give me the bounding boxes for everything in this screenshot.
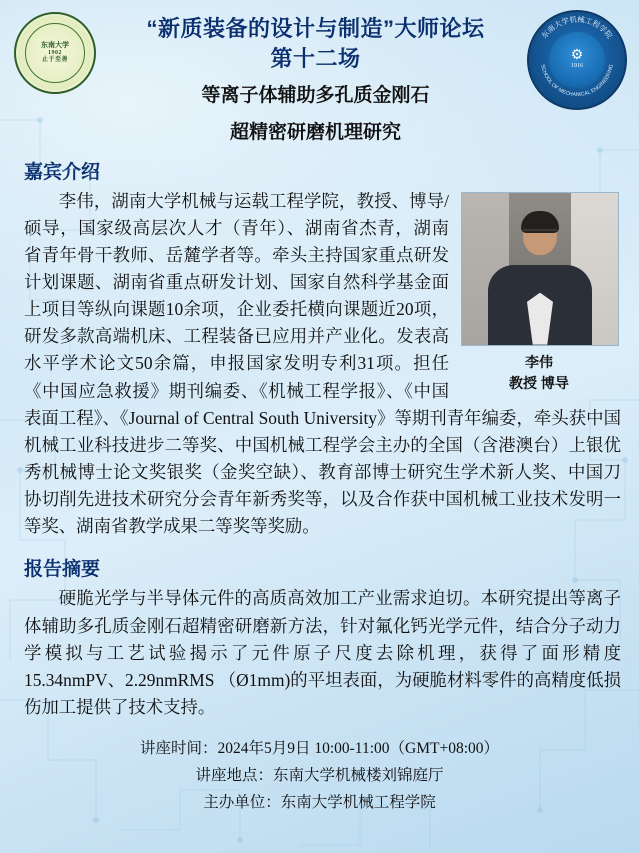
event-time: 讲座时间：2024年5月9日 10:00-11:00（GMT+08:00） <box>139 740 500 758</box>
event-organizer: 主办单位：东南大学机械工程学院 <box>203 794 436 812</box>
speaker-photo <box>461 192 619 346</box>
school-of-mechanical-engineering-logo-icon: 东南大学机械工程学院 SCHOOL OF MECHANICAL ENGINEERING ⚙ 1916 <box>527 10 627 110</box>
abstract-text: 硬脆光学与半导体元件的高质高效加工产业需求迫切。本研究提出等离子体辅助多孔质金刚石超精密研磨新方法，针对氟化钙光学元件，结合分子动力学模拟与工艺试验揭示了元件原子尺度去除机理，获得了面形精度15.34nmPV、2.29nmRMS （Ø1mm)的平坦表面，为硬脆材料零件的高精度低损伤加工提供了技术支持。 <box>24 588 621 717</box>
abstract-section <box>0 585 639 721</box>
speaker-name: 李伟 <box>525 353 553 370</box>
poster-header <box>0 0 639 147</box>
logo-left-year: 1902 <box>48 49 62 56</box>
speaker-bio: 李伟，湖南大学机械与运载工程学院，教授、博导/硕导，国家级高层次人才（青年）、湖南省杰青，湖南省青年骨干教师、岳麓学者等。牵头主持国家重点研发计划课题、湖南省重点研发计划、国家自然科学基金面上项目等纵向课题10余项，企业委托横向课题近20项，研发多款高端机床、工程装备已应用并产业化。发表高水平学术论文50余篇，申报国家发明专利31项。担任《中国应急救援》期刊编委、《机械工程学报》、《中国表面工程》、《Journal of Central South University》等期刊青年编委，牵头获中国机械工业科技进步二等奖、中国机械工程学会主办的全国（含港澳台）上银优秀机械博士论文奖银奖（金奖空缺）、教育部博士研究生学术新人奖、中国刀协切削先进技术研究分会青年新秀奖等，以及合作获中国机械工业技术发明一等奖、湖南省教学成果二等奖等奖励。 <box>24 190 621 537</box>
page-title-line2: 第十二场 <box>270 45 361 71</box>
speaker-title: 教授 博导 <box>509 374 569 391</box>
guest-section-heading: 嘉宾介绍 <box>24 161 101 183</box>
speaker-photo-block <box>461 192 617 394</box>
page-subtitle-line1: 等离子体辅助多孔质金刚石 <box>201 85 430 107</box>
logo-left-motto: 止于至善 <box>41 57 68 64</box>
logo-right-english: SCHOOL OF MECHANICAL ENGINEERING <box>539 63 615 99</box>
logo-right-year: 1916 <box>571 63 583 70</box>
abstract-section-heading: 报告摘要 <box>24 559 101 581</box>
event-details <box>0 735 639 816</box>
page-subtitle-line2: 超精密研磨机理研究 <box>229 121 401 143</box>
event-place: 讲座地点：东南大学机械楼刘锦庭厅 <box>195 767 444 785</box>
guest-section <box>0 188 639 541</box>
logo-left-name: 东南大学 <box>41 41 69 50</box>
page-title-line1: “新质装备的设计与制造”大师论坛 <box>146 16 485 41</box>
logo-right-name: 东南大学机械工程学院 <box>539 14 615 41</box>
